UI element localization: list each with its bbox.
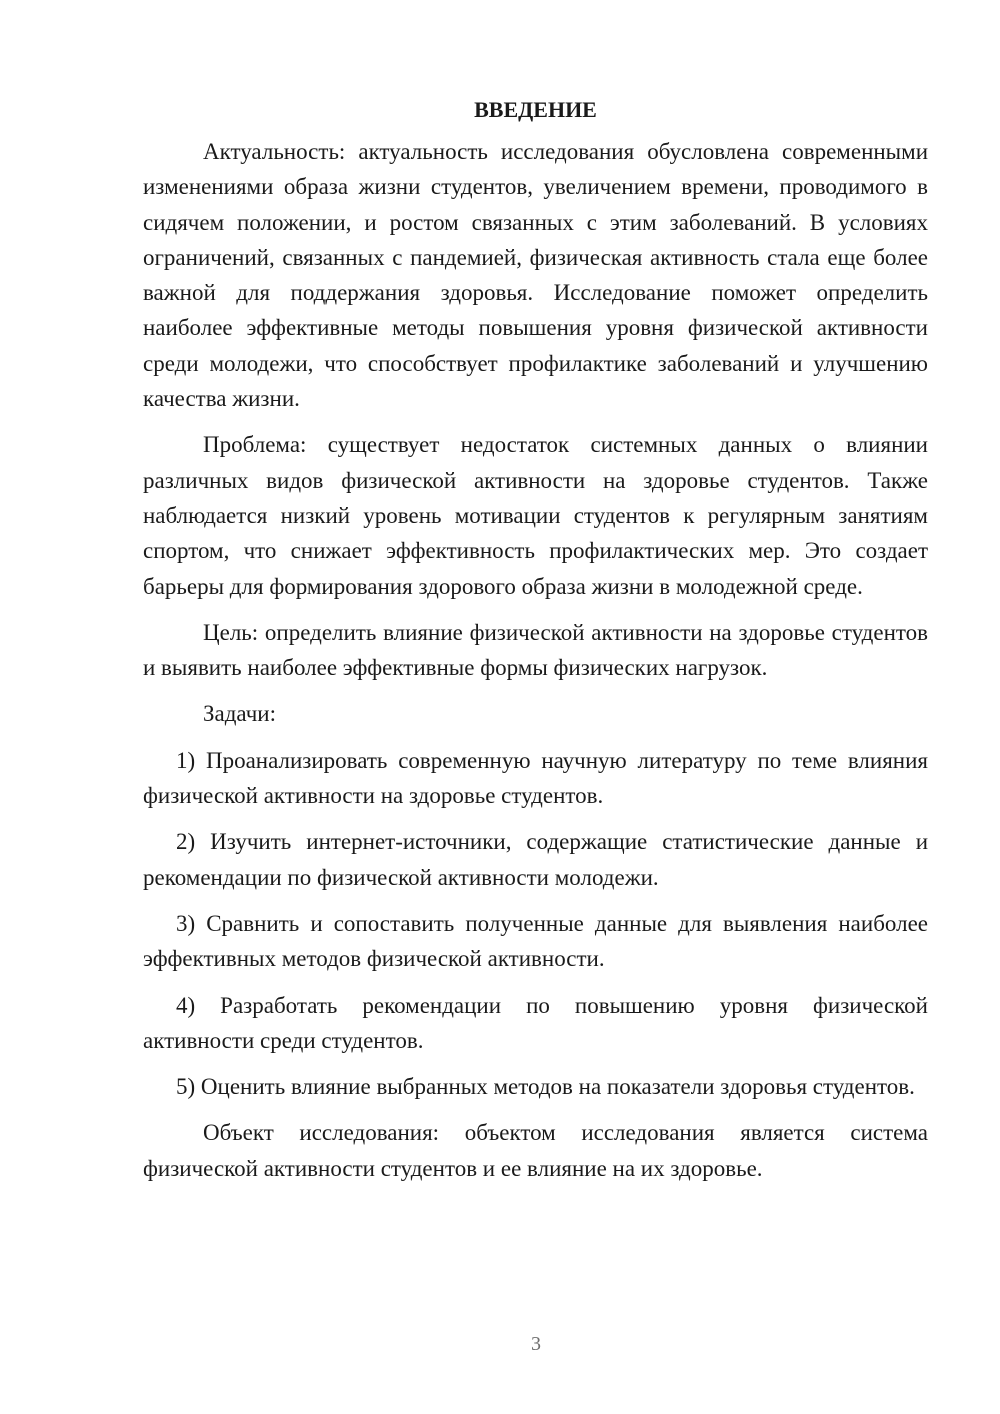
paragraph-object: Объект исследования: объектом исследования является система физической активности студентов и ее влияние на их здоровье. (143, 1120, 928, 1181)
paragraph-problem: Проблема: существует недостаток системных данных о влиянии различных видов физической активности на здоровье студентов. Также наблюдается низкий уровень мотивации студентов к регулярным занятиям спортом, что снижает эффективность профилактических мер. Это создает барьеры для формирования здорового образа жизни в молодежной среде. (143, 432, 928, 599)
page-title: ВВЕДЕНИЕ (474, 97, 597, 122)
page-number: 3 (531, 1333, 541, 1355)
task-item-3: 3) Сравнить и сопоставить полученные данные для выявления наиболее эффективных методов физической активности. (143, 910, 928, 972)
task-list (143, 743, 928, 1105)
task-item-1: 1) Проанализировать современную научную литературу по теме влияния физической активности на здоровье студентов. (143, 747, 928, 809)
task-item-5: 5) Оценить влияние выбранных методов на показатели здоровья студентов. (176, 1074, 915, 1100)
page-body (143, 92, 928, 1197)
paragraph-relevance: Актуальность: актуальность исследования обусловлена современными изменениями образа жизни студентов, увеличением времени, проводимого в сидячем положении, и ростом связанных с этим заболеваний. В условиях ограничений, связанных с пандемией, физическая активность стала еще более важной для поддержания здоровья. Исследование поможет определить наиболее эффективные методы повышения уровня физической активности среди молодежи, что способствует профилактике заболеваний и улучшению качества жизни. (143, 139, 928, 412)
task-item-2: 2) Изучить интернет-источники, содержащие статистические данные и рекомендации по физической активности молодежи. (143, 829, 928, 890)
tasks-heading: Задачи: (203, 701, 276, 727)
paragraph-goal: Цель: определить влияние физической активности на здоровье студентов и выявить наиболее эффективные формы физических нагрузок. (143, 619, 928, 681)
task-item-4: 4) Разработать рекомендации по повышению уровня физической активности среди студентов. (143, 992, 928, 1053)
